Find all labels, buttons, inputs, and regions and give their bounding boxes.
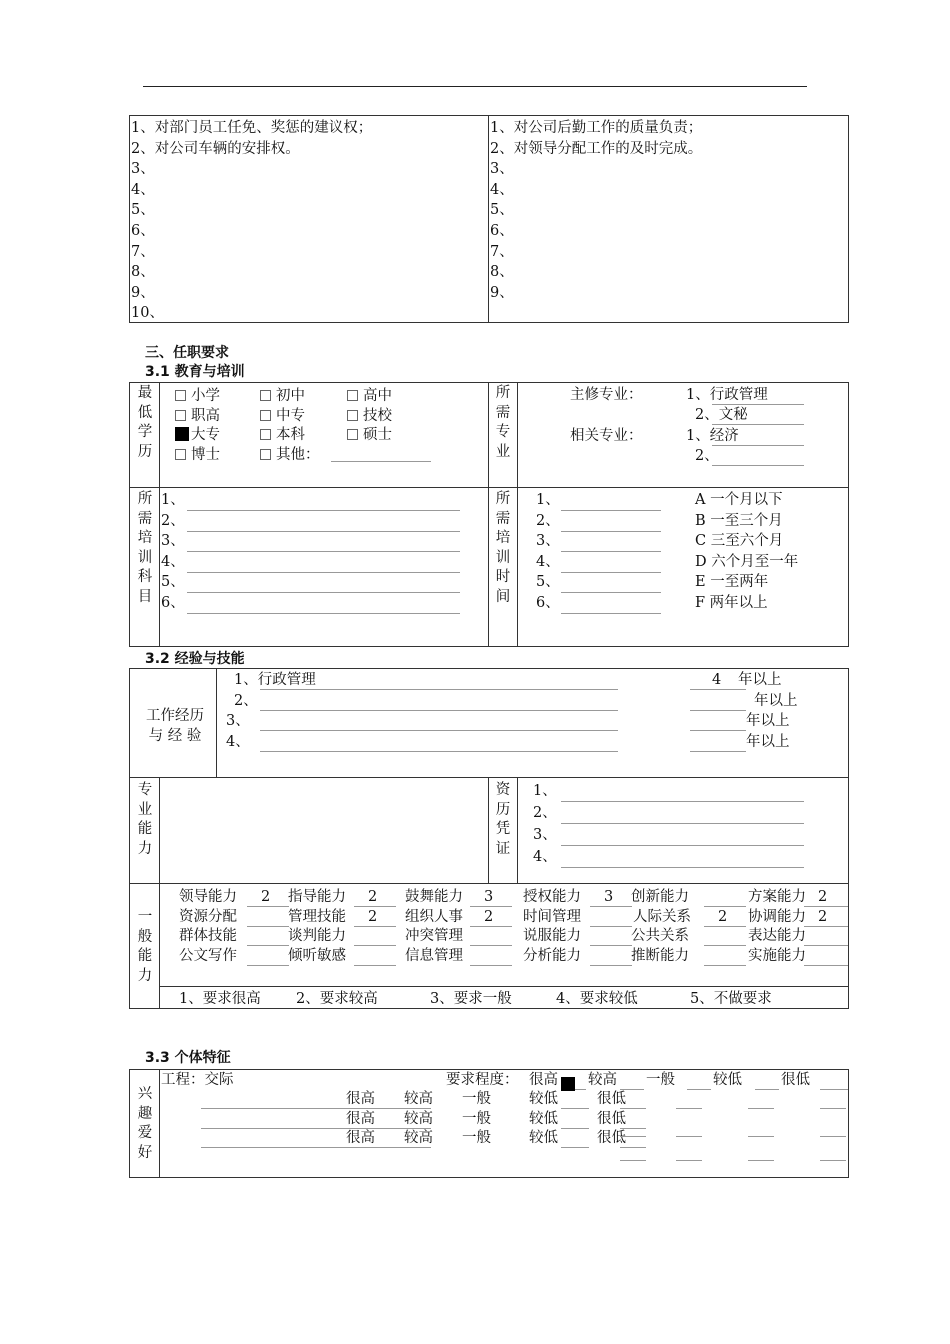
work-years-value: 4 [712,672,722,688]
requirement-label: 要求程度： [446,1072,519,1088]
ability-level-line [804,945,848,946]
ability-level: 2 [261,889,271,905]
training-time-line [561,572,661,573]
trait-level-line [755,1089,779,1090]
work-item: 1、行政管理 [234,672,316,688]
credential-line [561,801,804,802]
exp-col [517,777,518,883]
training-time-line [561,551,661,552]
ability-level: 2 [368,889,378,905]
trait-level: 很低 [597,1110,626,1127]
subsection-education-title: 3.1 教育与培训 [145,364,245,380]
work-item-line [260,751,618,752]
trait-level: 很低 [597,1130,626,1147]
work-years-line [690,730,746,731]
training-time-num: 3、 [536,533,560,550]
trait-level-line [820,1160,846,1161]
trait-level-line [676,1160,702,1161]
ability-level-line [804,965,848,966]
trait-level-line [687,1089,711,1090]
powers-list [131,118,372,324]
trait-level-line [620,1136,646,1137]
ability-name: 创新能力 [631,889,689,905]
duty-item: 2、对领导分配工作的及时完成。 [490,140,703,157]
training-time-option: D 六个月至一年 [695,553,799,570]
edu-option-label: 小学 [191,388,220,404]
ability-name: 表达能力 [748,928,806,945]
powers-duties-divider [488,115,489,323]
related-major-label: 相关专业： [570,428,643,444]
training-time-num: 5、 [536,574,560,591]
ability-name: 授权能力 [523,889,581,905]
ability-name: 谈判能力 [288,928,346,945]
ability-level-line [590,965,632,966]
trait-level-line [561,1147,589,1148]
work-item-line [260,710,618,711]
ability-name: 管理技能 [288,908,346,925]
edu-option-label: 高中 [363,388,392,404]
ability-level: 3 [484,889,494,905]
power-item: 9、 [131,284,155,301]
trait-level: 很高 [346,1110,375,1127]
edu-option-label: 技校 [363,407,392,424]
trait-level: 较低 [529,1130,558,1147]
general-ability-label: 一般能力 [137,909,153,984]
duty-item: 3、 [490,161,514,178]
duty-item: 8、 [490,264,514,281]
training-subject-line [187,592,460,593]
training-subject-item: 4、 [161,553,185,570]
trait-level: 很高 [346,1130,375,1147]
work-item-line [260,689,618,690]
subsection-traits-title: 3.3 个体特征 [145,1050,231,1066]
years-suffix: 年以上 [754,692,798,709]
trait-level: 很高 [529,1072,558,1088]
credential-line [561,823,804,824]
related-major-1: 1、经济 [686,428,739,444]
ability-name: 鼓舞能力 [405,889,463,905]
training-subject-item: 6、 [161,595,185,611]
edu-other-line [331,461,431,462]
training-subject-label: 所需培训科目 [137,491,153,605]
ability-level: 2 [718,908,728,925]
duty-item: 5、 [490,202,514,219]
ability-level: 3 [604,889,614,905]
ability-level: 2 [368,908,378,925]
power-item: 4、 [131,181,155,198]
trait-level: 一般 [462,1130,491,1147]
training-time-option: B 一至三个月 [695,512,783,529]
trait-level: 较高 [404,1091,433,1107]
main-major-label: 主修专业： [570,387,643,403]
work-item: 2、 [234,692,258,709]
training-time-line [561,592,661,593]
power-item: 3、 [131,161,155,178]
power-item: 7、 [131,243,155,260]
ability-legend-item: 3、要求一般 [430,991,512,1007]
ability-level-line [470,965,512,966]
ability-name: 说服能力 [523,928,581,945]
edu-option-label: 职高 [191,407,220,424]
trait-item-line [201,1108,431,1109]
trait-level: 很低 [597,1091,626,1107]
main-major-2: 2、文秘 [695,407,748,423]
ability-name: 组织人事 [405,908,463,925]
trait-level: 较高 [588,1072,617,1088]
checkbox[interactable] [175,449,186,460]
checkbox[interactable] [260,390,271,401]
checkbox[interactable] [175,410,186,421]
exp-col [488,777,489,883]
ability-name: 人际关系 [633,908,691,925]
training-subject-item: 5、 [161,574,185,591]
edu-option-label: 中专 [276,407,305,424]
trait-level-line [676,1108,702,1109]
edu-option-label: 初中 [276,388,305,404]
ability-name: 方案能力 [748,889,806,905]
training-time-num: 6、 [536,595,560,611]
power-item: 5、 [131,202,155,219]
ability-name: 倾听敏感 [288,947,346,964]
credential-item: 2、 [533,805,557,821]
section-title: 三、任职要求 [145,345,229,361]
trait-level-line [620,1160,646,1161]
edu-option-label: 硕士 [363,427,392,443]
trait-item-line [201,1128,431,1129]
trait-item-line [201,1147,431,1148]
trait-level: 较低 [529,1110,558,1127]
trait-level-line [820,1108,846,1109]
duty-item: 9、 [490,284,514,301]
checkbox[interactable] [175,390,186,401]
training-time-num: 1、 [536,492,560,508]
training-subject-line [187,531,460,532]
trait-level-line [748,1136,774,1137]
ability-level-line [247,945,289,946]
credential-item: 1、 [533,783,557,799]
training-time-option: C 三至六个月 [695,533,784,550]
trait-level-line [561,1108,589,1109]
trait-level: 一般 [462,1091,491,1107]
ability-level-line [247,965,289,966]
edu-option-label: 大专 [191,427,220,443]
ability-level-line [590,926,632,927]
training-time-num: 2、 [536,512,560,529]
duty-item: 6、 [490,222,514,239]
ability-name: 协调能力 [748,908,806,925]
edu-option-label: 博士 [191,446,220,463]
credential-item: 4、 [533,849,557,865]
work-years-line [690,710,746,711]
professional-ability-label: 专业能力 [137,782,153,857]
credential-item: 3、 [533,827,557,843]
credential-line [561,867,804,868]
ability-legend-divider [159,986,849,987]
checkbox[interactable] [260,410,271,421]
trait-level: 一般 [462,1110,491,1127]
ability-legend-item: 4、要求较低 [556,991,638,1007]
checkbox[interactable] [260,449,271,460]
ability-legend-item: 5、不做要求 [690,991,772,1007]
training-time-option: A 一个月以下 [695,492,783,508]
trait-level: 较低 [529,1091,558,1107]
training-time-line [561,613,661,614]
power-item: 1、对部门员工任免、奖惩的建议权； [131,120,373,136]
edu-option-label: 其他： [276,446,320,463]
power-item: 6、 [131,222,155,239]
edu-option-label: 本科 [276,427,305,443]
related-major-line [712,445,804,446]
training-subject-item: 1、 [161,492,185,508]
ability-name: 领导能力 [179,889,237,905]
ability-name: 时间管理 [523,908,581,925]
years-suffix: 年以上 [746,733,790,750]
education-row-divider [129,487,849,488]
ability-level-line [590,945,632,946]
header-rule [143,86,807,87]
main-major-line [712,424,804,425]
related-major-line [712,465,804,466]
hobby-item: 工程：交际 [161,1072,234,1088]
trait-level-line [620,1147,646,1148]
duties-list [490,118,702,303]
checkbox-checked[interactable] [561,1077,575,1091]
training-time-line [561,531,661,532]
trait-level-line [748,1160,774,1161]
checkbox[interactable] [347,429,358,440]
checkbox-checked[interactable] [175,427,189,441]
ability-level-line [470,945,512,946]
exp-row-divider [129,777,849,778]
years-suffix: 年以上 [738,672,782,688]
ability-level-line [247,926,289,927]
education-col-a [159,382,160,647]
work-item: 3、 [226,713,250,730]
trait-level-line [748,1108,774,1109]
training-time-option: F 两年以上 [695,595,768,611]
work-experience-label: 工作经历与 经 验 [146,708,204,744]
training-time-line [561,510,661,511]
ability-name: 公文写作 [179,947,237,964]
education-col-b [488,382,489,647]
ability-name: 资源分配 [179,908,237,925]
required-major-label: 所需专业 [495,385,511,460]
exp-col [216,668,217,777]
ability-name: 推断能力 [631,947,689,964]
duty-item: 1、对公司后勤工作的质量负责； [490,120,703,136]
checkbox[interactable] [260,429,271,440]
training-time-num: 4、 [536,553,560,570]
ability-name: 冲突管理 [405,928,463,945]
checkbox[interactable] [347,410,358,421]
ability-level: 2 [484,908,494,925]
training-subject-line [187,572,460,573]
education-col-c [517,382,518,647]
trait-level: 较高 [404,1110,433,1127]
ability-level: 2 [818,889,828,905]
training-time-label: 所需培训时间 [495,491,511,605]
trait-level: 一般 [646,1072,675,1088]
ability-level-line [354,945,396,946]
duty-item: 7、 [490,243,514,260]
ability-level-line [704,945,746,946]
credentials-label: 资历凭证 [495,782,511,857]
ability-level-line [704,965,746,966]
exp-row-divider [129,883,849,884]
work-item: 4、 [226,733,250,750]
trait-level-line [676,1136,702,1137]
trait-level-line [820,1089,848,1090]
training-subject-line [187,510,460,511]
trait-level-line [620,1108,646,1109]
ability-name: 指导能力 [288,889,346,905]
traits-col [159,1069,160,1178]
main-major-1: 1、行政管理 [686,387,768,403]
trait-level: 较高 [404,1130,433,1147]
training-subject-line [187,551,460,552]
subsection-experience-title: 3.2 经验与技能 [145,651,245,667]
training-subject-item: 2、 [161,512,185,529]
training-subject-line [187,613,460,614]
hobby-label: 兴趣爱好 [137,1086,153,1161]
trait-level: 很高 [346,1091,375,1107]
training-time-option: E 一至两年 [695,574,769,591]
min-education-label: 最低学历 [137,385,153,460]
trait-level: 较低 [713,1072,742,1088]
ability-name: 分析能力 [523,947,581,964]
trait-level-line [820,1136,846,1137]
checkbox[interactable] [347,390,358,401]
ability-name: 实施能力 [748,947,806,964]
ability-level-line [354,965,396,966]
power-item: 10、 [131,305,164,322]
exp-col [159,777,160,1009]
trait-level-line [561,1128,589,1129]
credential-line [561,845,804,846]
related-major-2: 2、 [695,448,719,464]
work-item-line [260,730,618,731]
years-suffix: 年以上 [746,713,790,730]
ability-name: 群体技能 [179,928,237,945]
ability-legend-item: 2、要求较高 [296,991,378,1007]
trait-level: 很低 [781,1072,810,1088]
ability-name: 公共关系 [631,928,689,945]
ability-legend-item: 1、要求很高 [179,991,261,1007]
training-subject-item: 3、 [161,533,185,550]
work-years-line [690,751,746,752]
power-item: 2、对公司车辆的安排权。 [131,140,300,157]
power-item: 8、 [131,264,155,281]
duty-item: 4、 [490,181,514,198]
ability-level: 2 [818,908,828,925]
ability-name: 信息管理 [405,947,463,964]
